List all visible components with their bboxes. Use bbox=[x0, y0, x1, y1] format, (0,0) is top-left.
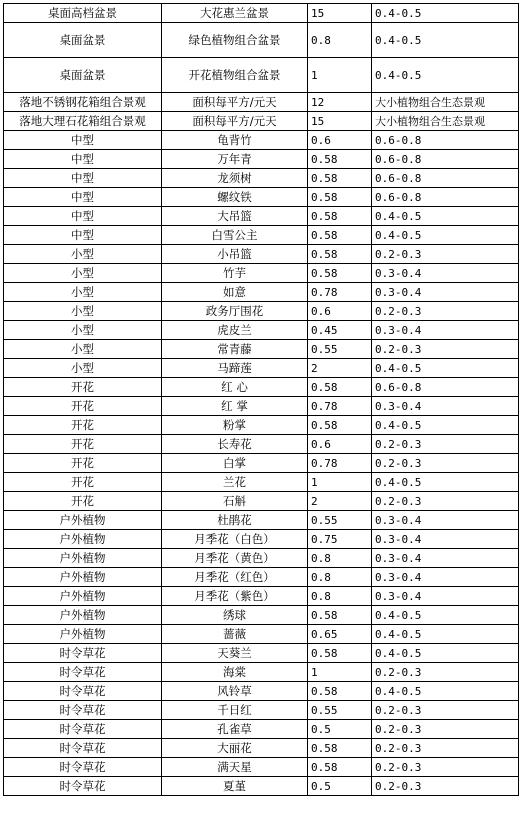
size-cell: 0.3-0.4 bbox=[372, 568, 519, 587]
price-cell: 0.75 bbox=[308, 530, 372, 549]
size-cell: 0.3-0.4 bbox=[372, 511, 519, 530]
table-row bbox=[4, 283, 519, 302]
size-cell: 0.2-0.3 bbox=[372, 777, 519, 796]
category-cell: 中型 bbox=[4, 131, 162, 150]
size-cell: 0.4-0.5 bbox=[372, 644, 519, 663]
price-cell: 0.78 bbox=[308, 397, 372, 416]
category-cell: 开花 bbox=[4, 416, 162, 435]
price-cell: 0.8 bbox=[308, 568, 372, 587]
price-cell: 1 bbox=[308, 473, 372, 492]
price-cell: 0.55 bbox=[308, 511, 372, 530]
price-cell: 0.55 bbox=[308, 340, 372, 359]
item-cell: 大丽花 bbox=[162, 739, 308, 758]
size-cell: 0.2-0.3 bbox=[372, 739, 519, 758]
table-row bbox=[4, 131, 519, 150]
table-row bbox=[4, 416, 519, 435]
price-cell: 15 bbox=[308, 112, 372, 131]
table-row bbox=[4, 625, 519, 644]
item-cell: 月季花（红色） bbox=[162, 568, 308, 587]
table-row bbox=[4, 454, 519, 473]
category-cell: 小型 bbox=[4, 321, 162, 340]
size-cell: 大小植物组合生态景观 bbox=[372, 112, 519, 131]
price-cell: 0.8 bbox=[308, 23, 372, 58]
table-row bbox=[4, 378, 519, 397]
table-row bbox=[4, 58, 519, 93]
table-row bbox=[4, 549, 519, 568]
size-cell: 0.4-0.5 bbox=[372, 23, 519, 58]
category-cell: 中型 bbox=[4, 188, 162, 207]
price-cell: 0.6 bbox=[308, 302, 372, 321]
plant-rental-table bbox=[3, 3, 519, 796]
table-row bbox=[4, 359, 519, 378]
item-cell: 小吊篮 bbox=[162, 245, 308, 264]
size-cell: 0.3-0.4 bbox=[372, 321, 519, 340]
table-row bbox=[4, 758, 519, 777]
table-row bbox=[4, 169, 519, 188]
category-cell: 中型 bbox=[4, 207, 162, 226]
price-cell: 2 bbox=[308, 492, 372, 511]
table-row bbox=[4, 568, 519, 587]
size-cell: 0.6-0.8 bbox=[372, 169, 519, 188]
item-cell: 千日红 bbox=[162, 701, 308, 720]
item-cell: 红 心 bbox=[162, 378, 308, 397]
size-cell: 0.6-0.8 bbox=[372, 378, 519, 397]
table-row bbox=[4, 302, 519, 321]
price-cell: 0.5 bbox=[308, 720, 372, 739]
size-cell: 0.2-0.3 bbox=[372, 302, 519, 321]
price-cell: 0.58 bbox=[308, 245, 372, 264]
item-cell: 面积每平方/元天 bbox=[162, 93, 308, 112]
price-cell: 0.45 bbox=[308, 321, 372, 340]
table-row bbox=[4, 511, 519, 530]
item-cell: 兰花 bbox=[162, 473, 308, 492]
table-row bbox=[4, 340, 519, 359]
table-row bbox=[4, 245, 519, 264]
table-row bbox=[4, 207, 519, 226]
price-cell: 0.65 bbox=[308, 625, 372, 644]
table-body bbox=[4, 4, 519, 796]
item-cell: 龙须树 bbox=[162, 169, 308, 188]
price-cell: 12 bbox=[308, 93, 372, 112]
item-cell: 海棠 bbox=[162, 663, 308, 682]
table-row bbox=[4, 150, 519, 169]
category-cell: 时令草花 bbox=[4, 701, 162, 720]
table-row bbox=[4, 4, 519, 23]
item-cell: 虎皮兰 bbox=[162, 321, 308, 340]
category-cell: 户外植物 bbox=[4, 549, 162, 568]
category-cell: 桌面盆景 bbox=[4, 23, 162, 58]
price-cell: 0.6 bbox=[308, 131, 372, 150]
table-row bbox=[4, 492, 519, 511]
table-row bbox=[4, 226, 519, 245]
table-row bbox=[4, 473, 519, 492]
size-cell: 0.2-0.3 bbox=[372, 663, 519, 682]
price-cell: 0.58 bbox=[308, 378, 372, 397]
size-cell: 0.6-0.8 bbox=[372, 188, 519, 207]
category-cell: 时令草花 bbox=[4, 777, 162, 796]
size-cell: 0.3-0.4 bbox=[372, 264, 519, 283]
price-cell: 0.8 bbox=[308, 549, 372, 568]
item-cell: 长寿花 bbox=[162, 435, 308, 454]
table-row bbox=[4, 720, 519, 739]
table-row bbox=[4, 264, 519, 283]
table-row bbox=[4, 188, 519, 207]
category-cell: 小型 bbox=[4, 264, 162, 283]
category-cell: 户外植物 bbox=[4, 568, 162, 587]
size-cell: 0.4-0.5 bbox=[372, 473, 519, 492]
item-cell: 螺纹铁 bbox=[162, 188, 308, 207]
price-cell: 0.58 bbox=[308, 739, 372, 758]
table-row bbox=[4, 530, 519, 549]
size-cell: 0.2-0.3 bbox=[372, 720, 519, 739]
item-cell: 蔷薇 bbox=[162, 625, 308, 644]
category-cell: 户外植物 bbox=[4, 625, 162, 644]
table-row bbox=[4, 112, 519, 131]
price-cell: 0.58 bbox=[308, 169, 372, 188]
item-cell: 月季花（紫色） bbox=[162, 587, 308, 606]
category-cell: 小型 bbox=[4, 245, 162, 264]
category-cell: 落地大理石花箱组合景观 bbox=[4, 112, 162, 131]
category-cell: 时令草花 bbox=[4, 720, 162, 739]
table-row bbox=[4, 23, 519, 58]
category-cell: 开花 bbox=[4, 473, 162, 492]
price-cell: 0.58 bbox=[308, 758, 372, 777]
category-cell: 时令草花 bbox=[4, 644, 162, 663]
size-cell: 0.4-0.5 bbox=[372, 58, 519, 93]
category-cell: 小型 bbox=[4, 340, 162, 359]
category-cell: 户外植物 bbox=[4, 606, 162, 625]
item-cell: 常青藤 bbox=[162, 340, 308, 359]
table-row bbox=[4, 606, 519, 625]
price-cell: 1 bbox=[308, 663, 372, 682]
price-cell: 0.58 bbox=[308, 682, 372, 701]
item-cell: 如意 bbox=[162, 283, 308, 302]
price-cell: 0.78 bbox=[308, 454, 372, 473]
item-cell: 绿色植物组合盆景 bbox=[162, 23, 308, 58]
category-cell: 小型 bbox=[4, 283, 162, 302]
table-row bbox=[4, 701, 519, 720]
category-cell: 开花 bbox=[4, 435, 162, 454]
size-cell: 0.2-0.3 bbox=[372, 701, 519, 720]
table-row bbox=[4, 587, 519, 606]
item-cell: 马蹄莲 bbox=[162, 359, 308, 378]
size-cell: 0.2-0.3 bbox=[372, 435, 519, 454]
item-cell: 绣球 bbox=[162, 606, 308, 625]
item-cell: 白掌 bbox=[162, 454, 308, 473]
table-row bbox=[4, 321, 519, 340]
item-cell: 红 掌 bbox=[162, 397, 308, 416]
size-cell: 0.4-0.5 bbox=[372, 682, 519, 701]
price-cell: 0.58 bbox=[308, 207, 372, 226]
item-cell: 政务厅围花 bbox=[162, 302, 308, 321]
category-cell: 小型 bbox=[4, 359, 162, 378]
price-cell: 0.55 bbox=[308, 701, 372, 720]
size-cell: 0.4-0.5 bbox=[372, 625, 519, 644]
item-cell: 月季花（黄色） bbox=[162, 549, 308, 568]
item-cell: 龟背竹 bbox=[162, 131, 308, 150]
size-cell: 0.3-0.4 bbox=[372, 283, 519, 302]
size-cell: 0.4-0.5 bbox=[372, 207, 519, 226]
category-cell: 落地不锈钢花箱组合景观 bbox=[4, 93, 162, 112]
price-cell: 0.78 bbox=[308, 283, 372, 302]
table-row bbox=[4, 93, 519, 112]
category-cell: 小型 bbox=[4, 302, 162, 321]
size-cell: 0.4-0.5 bbox=[372, 416, 519, 435]
category-cell: 户外植物 bbox=[4, 530, 162, 549]
size-cell: 0.3-0.4 bbox=[372, 549, 519, 568]
item-cell: 大吊篮 bbox=[162, 207, 308, 226]
category-cell: 中型 bbox=[4, 169, 162, 188]
item-cell: 天葵兰 bbox=[162, 644, 308, 663]
category-cell: 时令草花 bbox=[4, 739, 162, 758]
size-cell: 0.4-0.5 bbox=[372, 4, 519, 23]
size-cell: 0.2-0.3 bbox=[372, 340, 519, 359]
price-cell: 15 bbox=[308, 4, 372, 23]
size-cell: 大小植物组合生态景观 bbox=[372, 93, 519, 112]
size-cell: 0.4-0.5 bbox=[372, 226, 519, 245]
size-cell: 0.2-0.3 bbox=[372, 454, 519, 473]
item-cell: 夏堇 bbox=[162, 777, 308, 796]
size-cell: 0.2-0.3 bbox=[372, 758, 519, 777]
category-cell: 时令草花 bbox=[4, 663, 162, 682]
category-cell: 开花 bbox=[4, 397, 162, 416]
size-cell: 0.6-0.8 bbox=[372, 150, 519, 169]
price-cell: 1 bbox=[308, 58, 372, 93]
table-row bbox=[4, 644, 519, 663]
table-row bbox=[4, 397, 519, 416]
item-cell: 杜鹃花 bbox=[162, 511, 308, 530]
price-cell: 0.8 bbox=[308, 587, 372, 606]
item-cell: 竹芋 bbox=[162, 264, 308, 283]
item-cell: 白雪公主 bbox=[162, 226, 308, 245]
size-cell: 0.3-0.4 bbox=[372, 587, 519, 606]
category-cell: 桌面盆景 bbox=[4, 58, 162, 93]
table-row bbox=[4, 739, 519, 758]
item-cell: 满天星 bbox=[162, 758, 308, 777]
item-cell: 石斛 bbox=[162, 492, 308, 511]
item-cell: 月季花（白色） bbox=[162, 530, 308, 549]
price-cell: 0.58 bbox=[308, 188, 372, 207]
category-cell: 开花 bbox=[4, 378, 162, 397]
table-row bbox=[4, 777, 519, 796]
category-cell: 户外植物 bbox=[4, 511, 162, 530]
price-cell: 0.6 bbox=[308, 435, 372, 454]
size-cell: 0.2-0.3 bbox=[372, 245, 519, 264]
category-cell: 时令草花 bbox=[4, 682, 162, 701]
size-cell: 0.4-0.5 bbox=[372, 606, 519, 625]
price-cell: 0.58 bbox=[308, 226, 372, 245]
item-cell: 风铃草 bbox=[162, 682, 308, 701]
category-cell: 中型 bbox=[4, 150, 162, 169]
table-row bbox=[4, 663, 519, 682]
table-row bbox=[4, 435, 519, 454]
category-cell: 桌面高档盆景 bbox=[4, 4, 162, 23]
category-cell: 时令草花 bbox=[4, 758, 162, 777]
item-cell: 粉掌 bbox=[162, 416, 308, 435]
size-cell: 0.3-0.4 bbox=[372, 397, 519, 416]
category-cell: 中型 bbox=[4, 226, 162, 245]
size-cell: 0.6-0.8 bbox=[372, 131, 519, 150]
price-cell: 0.58 bbox=[308, 264, 372, 283]
size-cell: 0.4-0.5 bbox=[372, 359, 519, 378]
item-cell: 大花惠兰盆景 bbox=[162, 4, 308, 23]
size-cell: 0.2-0.3 bbox=[372, 492, 519, 511]
item-cell: 面积每平方/元天 bbox=[162, 112, 308, 131]
price-cell: 0.58 bbox=[308, 606, 372, 625]
price-cell: 0.58 bbox=[308, 416, 372, 435]
price-cell: 2 bbox=[308, 359, 372, 378]
category-cell: 开花 bbox=[4, 492, 162, 511]
price-cell: 0.58 bbox=[308, 644, 372, 663]
item-cell: 孔雀草 bbox=[162, 720, 308, 739]
item-cell: 开花植物组合盆景 bbox=[162, 58, 308, 93]
category-cell: 开花 bbox=[4, 454, 162, 473]
size-cell: 0.3-0.4 bbox=[372, 530, 519, 549]
price-cell: 0.5 bbox=[308, 777, 372, 796]
item-cell: 万年青 bbox=[162, 150, 308, 169]
price-cell: 0.58 bbox=[308, 150, 372, 169]
category-cell: 户外植物 bbox=[4, 587, 162, 606]
table-row bbox=[4, 682, 519, 701]
